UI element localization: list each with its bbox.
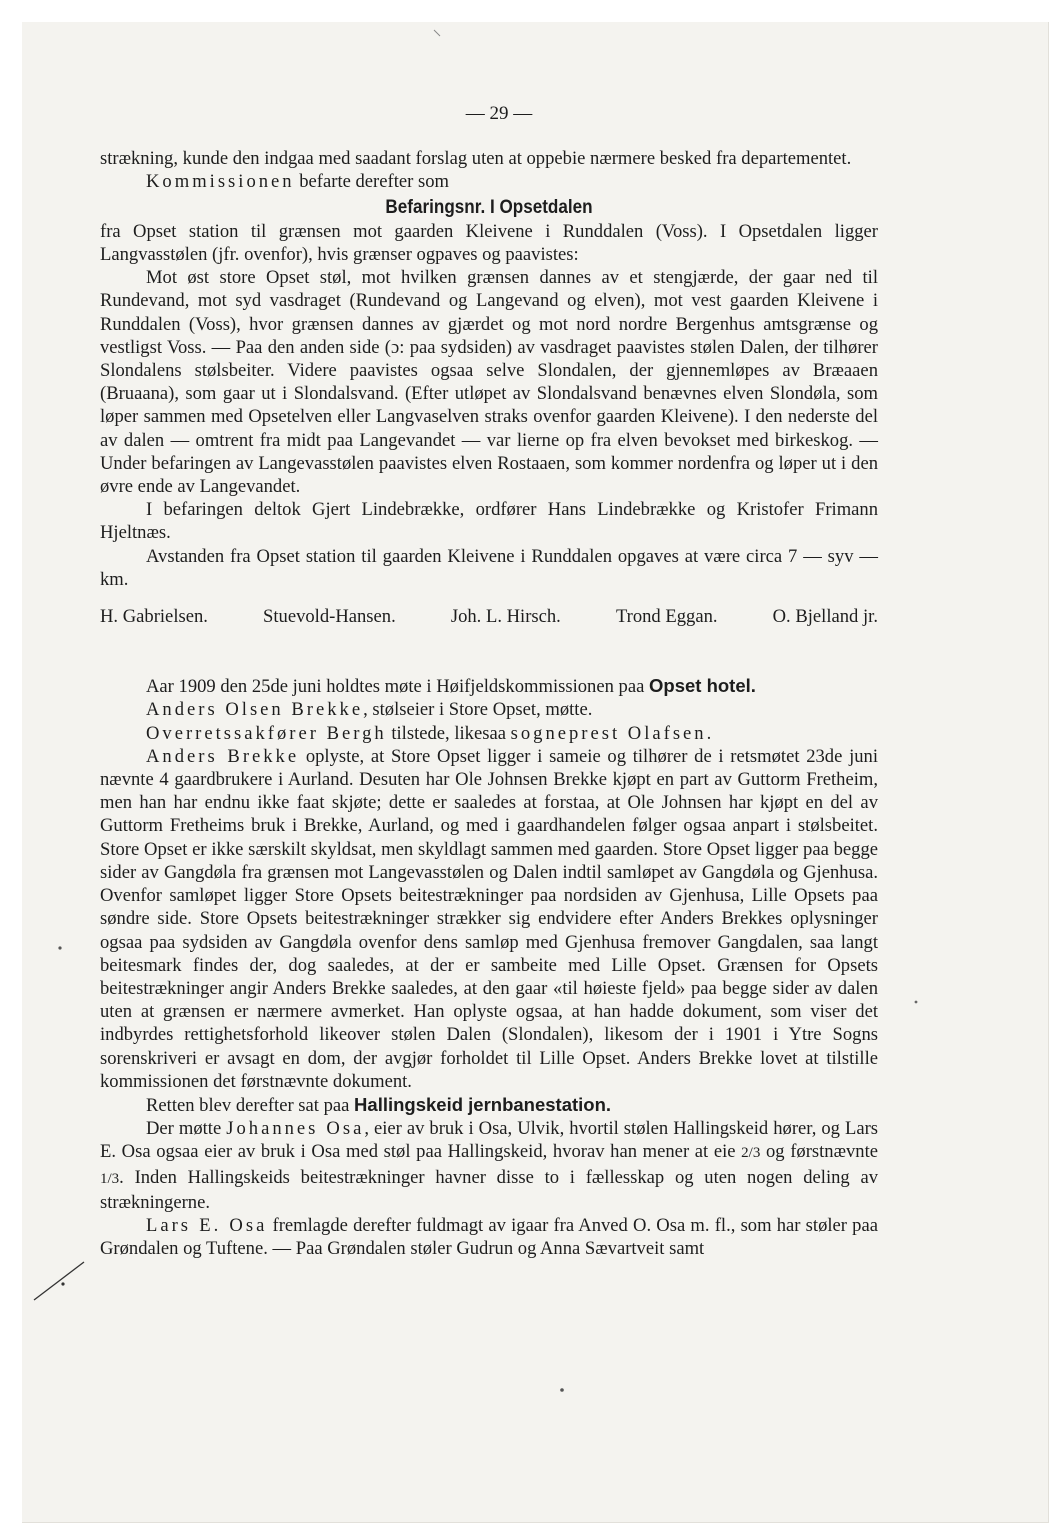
present-title: Overretssakfører Bergh <box>146 722 387 744</box>
court-place: Hallingskeid jernbanestation. <box>354 1093 612 1115</box>
present-name: sogneprest Olafsen <box>510 722 707 744</box>
signature: Stuevold-Hansen. <box>263 606 396 628</box>
margin-dot <box>61 1282 64 1285</box>
meeting-place: Opset hotel. <box>649 675 756 697</box>
osa-name: Johannes Osa <box>226 1118 365 1140</box>
osa-text-2: . Inden Hallingskeids beitestrækninger havner disse to i fællesskap og uten nogen deling av strækningerne. <box>100 1166 878 1213</box>
present-end: . <box>706 722 712 744</box>
attendee-name: Anders Olsen Brekke <box>146 699 364 721</box>
fraction-two-thirds: 2/3 <box>741 1145 761 1162</box>
top-tick <box>434 30 440 36</box>
page-text <box>100 102 878 1260</box>
signature: H. Gabrielsen. <box>100 606 208 628</box>
section-heading: Befaringsnr. I Opsetdalen <box>385 196 593 218</box>
befaring-paragraph-1: fra Opset station til grænsen mot gaarden Kleivene i Runddalen (Voss). I Opsetdalen ligger Langvasstølen (jfr. ovenfor), hvis grænser ogpaves og paavistes: <box>100 220 878 266</box>
fuldmagt-text: fremlagde derefter fuldmagt av igaar fra Anved O. Osa m. fl., som har støler paa Grøndalen og Tuftene. — Paa Grøndalen støler Gudrun og Anna Sævartveit samt <box>100 1214 878 1260</box>
court-text: Retten blev derefter sat paa <box>146 1094 355 1116</box>
margin-pencil-stroke <box>34 1262 84 1300</box>
osa-paragraph <box>100 1117 878 1214</box>
meeting-text: Aar 1909 den 25de juni holdtes møte i Høifjeldskommissionen paa <box>146 676 649 698</box>
osa-mid: og førstnævnte <box>760 1141 879 1163</box>
meeting-paragraph <box>100 674 878 698</box>
kommissionen-spaced: Kommissionen <box>146 171 295 193</box>
signature: Joh. L. Hirsch. <box>450 606 561 628</box>
margin-dot <box>915 1001 918 1004</box>
statement-text: oplyste, at Store Opset ligger i sameie og tilhører de i retsmøtet 23de juni nævnte 4 gaardbrukere i Aurland. Desuten har Ole Johnsen Brekke kjøpt en part av Guttorm Fretheim, men han har endnu ikke faat skjøte; dette er saaledes at forstaa, at Ole Johnsen har kjøpt en del av Guttorm Fretheims bruk i Brekke, Aurland, og med i gaardhandelen følger ogsaa anpart i stølsbeitet. Store Opset er ikke særskilt skyldsat, men skyldlagt sammen med gaarden. Store Opset ligger paa begge sider av Gangdøla fra grænsen mot Langevasstølen og Dalen indtil samløpet av Gangdøla og Gjenhusa. Ovenfor samløpet ligger Store Opsets beitestrækninger paa nordsiden av Gjenhusa, Lille Opsets paa søndre side. Store Opsets beitestrækninger strækker sig endvidere efter Anders Brekkes oplysninger ogsaa paa sydsiden av Gangdøla ovenfor dens samløp med Gjenhusa fremover Gangdalen, saa langt beitesmark findes der, dog saaledes, at der er sambeite med Lille Opset. Grænsen for Opsets beitestrækninger angir Anders Brekke saaledes, at den gaar «til høieste fjeld» paa begge sider av dalen uten at grænsen er nærmere avmerket. Han oplyste ogsaa, at han hadde dokument, som viser det indbyrdes rettighetsforhold likeover stølen Dalen (Slondalen), likesom der i 1901 i Ytre Sogns sorenskriveri er avsagt en dom, der avgjør forholdet til Lille Opset. Anders Brekke lovet at tilstille kommissionen det førstnævnte dokument. <box>100 745 878 1092</box>
present-paragraph <box>100 722 878 745</box>
present-mid: tilstede, likesaa <box>386 722 511 744</box>
signature: Trond Eggan. <box>615 606 718 628</box>
kommission-rest: befarte derefter som <box>294 171 449 193</box>
fuldmagt-name: Lars E. Osa <box>146 1214 268 1236</box>
speck <box>560 1388 564 1392</box>
fuldmagt-paragraph <box>100 1214 878 1260</box>
attendee-paragraph <box>100 698 878 721</box>
page-number: — 29 — <box>465 103 533 124</box>
fraction-one-third: 1/3 <box>100 1170 120 1187</box>
osa-start: Der møtte <box>146 1118 227 1140</box>
intro-paragraph: strækning, kunde den indgaa med saadant forslag uten at oppebie nærmere besked fra departementet. <box>100 148 852 170</box>
osa-text-1: , eier av bruk i Osa, Ulvik, hvortil stølen Hallingskeid hører, og Lars E. Osa ogsaa eier av bruk i Osa med støl paa Hallingskeid, hvorav han mener at eie <box>100 1118 879 1163</box>
court-paragraph <box>100 1093 878 1117</box>
statement-paragraph <box>100 745 878 1093</box>
margin-dot <box>58 946 61 949</box>
statement-name: Anders Brekke <box>146 745 300 767</box>
befaring-paragraph-4: Avstanden fra Opset station til gaarden Kleivene i Runddalen opgaves at være circa 7 — syv — km. <box>100 545 878 590</box>
kommission-line <box>100 170 878 193</box>
signature: O. Bjelland jr. <box>772 606 878 628</box>
befaring-paragraph-3: I befaringen deltok Gjert Lindebrække, ordfører Hans Lindebrække og Kristofer Frimann Hjeltnæs. <box>100 499 878 544</box>
attendee-rest: , stølseier i Store Opset, møtte. <box>363 699 593 721</box>
signature-row <box>100 605 878 628</box>
befaring-paragraph-2: Mot øst store Opset støl, mot hvilken grænsen dannes av et stengjærde, der gaar ned til Rundevand, mot syd vasdraget (Rundevand og Langevand og elven), mot vest gaarden Kleivene i Runddalen (Voss), hvor grænsen dannes av gjærdet og mot nord nordre Bergenhus amtsgrænse og vestligst Voss. — Paa den anden side (ɔ: paa sydsiden) av vasdraget paavistes stølen Dalen, der tilhører Slondalens stølsbeiter. Videre paavistes ogsaa selve Slondalen, der gjennemløpes av Bræaaen (Bruaana), som gaar ut i Slondalsvand. (Efter utløpet av Slondalsvand benævnes elven Slondøla, som løper sammen med Opsetelven eller Langvaselven straks ovenfor gaarden Kleivene). I den nederste del av dalen — omtrent fra midt paa Langevandet — var lierne op fra elven bevokset med birkeskog. — Under befaringen av Langevasstølen paavistes elven Rostaaen, som kommer nordenfra og løper ut i den øvre ende av Langevandet. <box>100 267 878 498</box>
